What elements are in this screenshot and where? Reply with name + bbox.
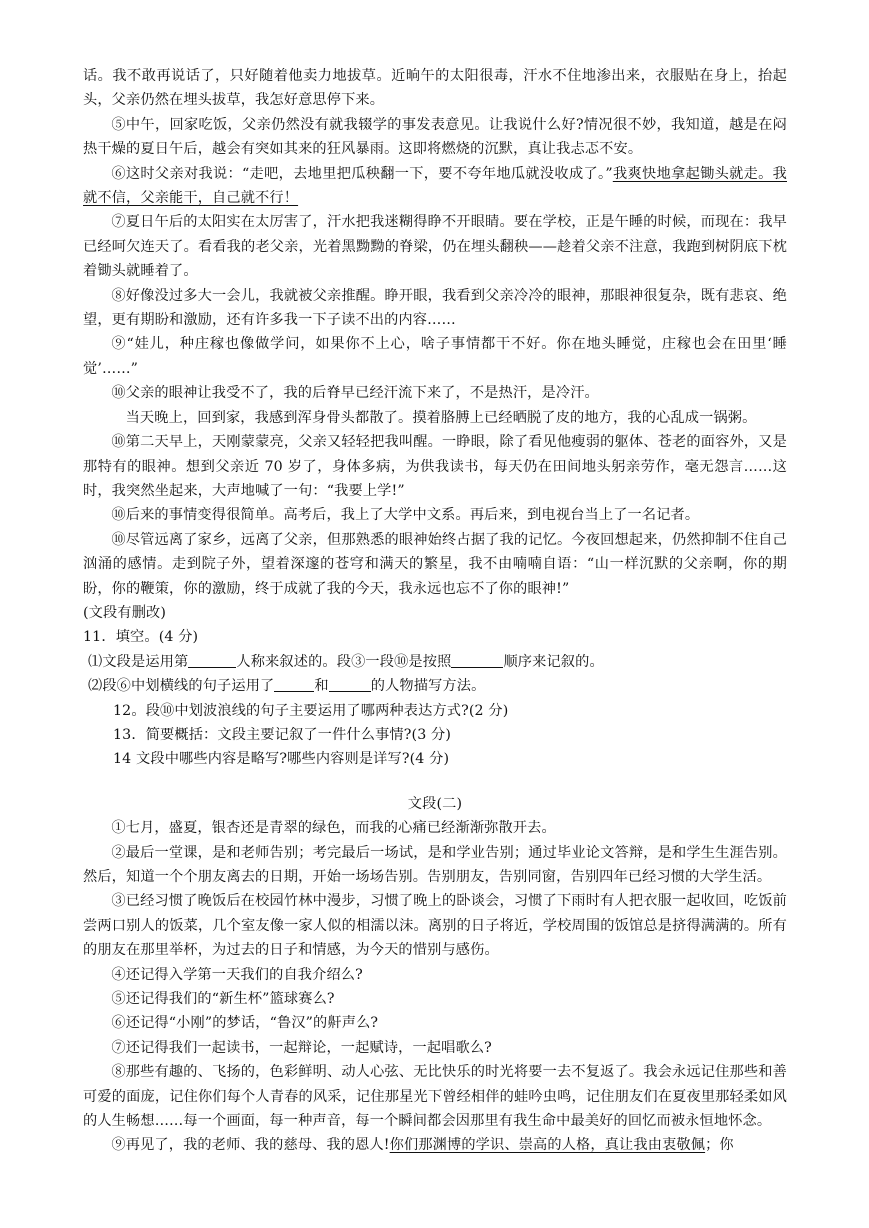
paragraph-6-text: ⑥这时父亲对我说：“走吧，去地里把瓜秧翻一下，要不夸年地瓜就没收成了。” xyxy=(111,165,613,182)
question-12: 12。段⑩中划波浪线的句子主要运用了哪两种表达方式?(2 分) xyxy=(113,702,509,719)
question-14: 14 文段中哪些内容是略写?哪些内容则是详写?(4 分) xyxy=(113,751,450,768)
paragraph-1: ①七月，盛夏，银杏还是青翠的绿色，而我的心痛已经渐渐弥散开去。 xyxy=(111,820,556,837)
question-text: 和 xyxy=(314,678,329,695)
paragraph-6 xyxy=(83,162,787,211)
answer-blank[interactable] xyxy=(451,652,503,668)
question-text: ⑵段⑥中划横线的句子运用了 xyxy=(88,678,275,695)
paragraph-9b xyxy=(83,1133,787,1157)
paragraph-9b-tail: ；你 xyxy=(705,1137,734,1154)
question-text: 人称来叙述的。段③一段⑩是按照 xyxy=(236,653,452,670)
answer-blank[interactable] xyxy=(329,676,371,692)
answer-blank[interactable] xyxy=(274,676,314,692)
underlined-sentence: 我爽快地拿起锄头就走。我就不信，父亲能干，自己就不行！ xyxy=(83,165,787,207)
paragraph-5b: ⑤还记得我们的“新生杯”篮球赛么? xyxy=(111,991,335,1008)
paragraph-continued: 话。我不敢再说话了，只好随着他卖力地拔草。近晌午的太阳很毒，汗水不住地渗出来，衣服贴在身上，抬起头，父亲仍然在埋头拔草，我怎好意思停下来。 xyxy=(83,68,787,109)
question-11: 11．填空。(4 分) xyxy=(83,629,199,646)
paragraph-7b: ⑦还记得我们一起读书，一起辩论，一起赋诗，一起唱歌么? xyxy=(111,1039,492,1056)
question-11-2 xyxy=(83,674,787,698)
paragraph-3: ③已经习惯了晚饭后在校园竹林中漫步，习惯了晚上的卧谈会，习惯了下雨时有人把衣服一起收回，吃饭前尝两口别人的饭菜，几个室友像一家人似的相濡以沫。离别的日子将近，学校周围的饭馆总是挤得满满的。所有的朋友在那里举杯，为过去的日子和情感，为今天的惜别与感伤。 xyxy=(83,893,787,959)
question-text: ⑴文段是运用第 xyxy=(88,653,189,670)
paragraph-10b: 当天晚上，回到家，我感到浑身骨头都散了。摸着胳膊上已经晒脱了皮的地方，我的心乱成一锅粥。 xyxy=(125,409,757,426)
paragraph-4: ④还记得入学第一天我们的自我介绍么? xyxy=(111,966,363,983)
paragraph-6b: ⑥还记得“小刚”的梦话，“鲁汉”的鼾声么? xyxy=(111,1015,379,1032)
source-note: (文段有删改) xyxy=(83,604,167,621)
paragraph-7: ⑦夏日午后的太阳实在太厉害了，汗水把我迷糊得睁不开眼睛。要在学校，正是午睡的时候，而现在：我早已经呵欠连天了。看看我的老父亲，光着黑黝黝的脊梁，仍在埋头翻秧——趁着父亲不注意，我跑到树阴底下枕着锄头就睡着了。 xyxy=(83,214,787,280)
paragraph-2: ②最后一堂课，是和老师告别；考完最后一场试，是和学业告别；通过毕业论文答辩，是和学生生涯告别。然后，知道一个个朋友离去的日期，开始一场场告别。告别朋友，告别同窗，告别四年已经习惯的大学生活。 xyxy=(83,844,787,885)
question-text: 顺序来记叙的。 xyxy=(503,653,604,670)
paragraph-11: ⑩第二天早上，天刚蒙蒙亮，父亲又轻轻把我叫醒。一睁眼，除了看见他瘦弱的躯体、苍老的面容外，又是那特有的眼神。想到父亲近 70 岁了，身体多病，为供我读书，每天仍在田间地头躬亲劳作，毫无怨言……这时，我突然坐起来，大声地喊了一句：“我要上学!” xyxy=(83,434,787,499)
question-text: 的人物描写方法。 xyxy=(370,678,486,695)
section-title: 文段(二) xyxy=(407,795,463,812)
underlined-sentence: 你们那渊博的学识、崇高的人格，真让我由衷敬佩 xyxy=(389,1137,706,1154)
paragraph-13: ⑩尽管远离了家乡，远离了父亲，但那熟悉的眼神始终占据了我的记忆。今夜回想起来，仍然抑制不住自己汹涌的感情。走到院子外，望着深邃的苍穹和满天的繁星，我不由喃喃自语：“山一样沉默的父亲啊，你的期盼，你的鞭策，你的激励，终于成就了我的今天，我永远也忘不了你的眼神!” xyxy=(83,531,787,597)
paragraph-8: ⑧好像没过多大一会儿，我就被父亲推醒。睁开眼，我看到父亲冷冷的眼神，那眼神很复杂，既有悲哀、绝望，更有期盼和激励，还有许多我一下子读不出的内容…… xyxy=(83,287,787,329)
paragraph-5: ⑤中午，回家吃饭，父亲仍然没有就我辍学的事发表意见。让我说什么好?情况很不妙，我知道，越是在闷热干燥的夏日午后，越会有突如其来的狂风暴雨。这即将燃烧的沉默，真让我忐忑不安。 xyxy=(83,116,787,158)
document-page xyxy=(83,64,787,1158)
paragraph-9: ⑨“娃儿，种庄稼也像做学问，如果你不上心，啥子事情都干不好。你在地头睡觉，庄稼也会在田里‘睡觉’……” xyxy=(83,336,787,377)
answer-blank[interactable] xyxy=(188,652,236,668)
question-13: 13．简要概括：文段主要记叙了一件什么事情?(3 分) xyxy=(113,726,452,743)
question-11-1 xyxy=(83,650,787,674)
paragraph-9b-text: ⑨再见了，我的老师、我的慈母、我的恩人! xyxy=(111,1137,390,1154)
paragraph-12: ⑩后来的事情变得很简单。高考后，我上了大学中文系。再后来，到电视台当上了一名记者。 xyxy=(111,507,700,524)
paragraph-8b: ⑧那些有趣的、飞扬的，色彩鲜明、动人心弦、无比快乐的时光将要一去不复返了。我会永远记住那些和善可爱的面庞，记住你们每个人青春的风采，记住那星光下曾经相伴的蛙吟虫鸣，记住朋友们在夏夜里那轻柔如风的人生畅想……每一个画面，每一种声音，每一个瞬间都会因那里有我生命中最美好的回忆而被永恒地怀念。 xyxy=(83,1064,787,1130)
paragraph-10: ⑩父亲的眼神让我受不了，我的后脊早已经汗流下来了，不是热汗，是冷汗。 xyxy=(111,385,599,402)
section-gap xyxy=(83,772,787,792)
